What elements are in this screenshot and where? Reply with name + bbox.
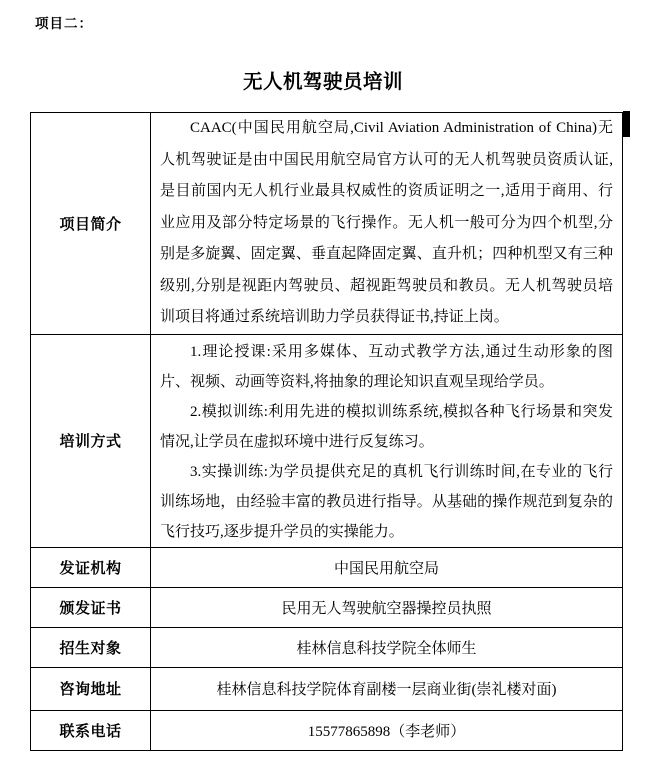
issuing-authority-value: 中国民用航空局 [151, 547, 623, 587]
table-row-issuing-authority [31, 547, 623, 587]
training-method-cell [151, 334, 623, 547]
enrollment-target-value: 桂林信息科技学院全体师生 [151, 627, 623, 667]
row-label-certificate: 颁发证书 [31, 587, 151, 627]
row-label-training-method: 培训方式 [31, 334, 151, 547]
table-row-consult-address [31, 667, 623, 710]
project-intro-cell [151, 113, 623, 335]
table-row-certificate [31, 587, 623, 627]
table-row-enrollment-target [31, 627, 623, 667]
project-intro-text: CAAC(中国民用航空局,Civil Aviation Administration of China)无人机驾驶证是由中国民用航空局官方认可的无人机驾驶员资质认证,是目前国内无人机行业最具权威性的资质证明之一,适用于商用、行业应用及部分特定场景的飞行操作。无人机一般可分为四个机型,分别是多旋翼、固定翼、垂直起降固定翼、直升机；四种机型又有三种级别,分别是视距内驾驶员、超视距驾驶员和教员。无人机驾驶员培训项目将通过系统培训助力学员获得证书,持证上岗。 [160, 120, 613, 325]
row-label-consult-address: 咨询地址 [31, 667, 151, 710]
table-row-project-intro [31, 113, 623, 335]
project-label: 项目二： [35, 16, 93, 31]
row-label-project-intro: 项目简介 [31, 113, 151, 335]
contact-phone-value: 15577865898（李老师） [151, 710, 623, 750]
certificate-value: 民用无人驾驶航空器操控员执照 [151, 587, 623, 627]
row-label-enrollment-target: 招生对象 [31, 627, 151, 667]
training-table [30, 112, 623, 751]
training-method-item-1: 1.理论授课:采用多媒体、互动式教学方法,通过生动形象的图片、视频、动画等资料,将抽象的理论知识直观呈现给学员。 [160, 343, 613, 390]
row-label-issuing-authority: 发证机构 [31, 547, 151, 587]
page-title: 无人机驾驶员培训 [242, 71, 403, 93]
row-label-contact-phone: 联系电话 [31, 710, 151, 750]
consult-address-value: 桂林信息科技学院体育副楼一层商业街(崇礼楼对面) [151, 667, 623, 710]
cursor-artifact [623, 111, 630, 137]
table-row-contact-phone [31, 710, 623, 750]
training-method-item-2: 2.模拟训练:利用先进的模拟训练系统,模拟各种飞行场景和突发情况,让学员在虚拟环境中进行反复练习。 [160, 403, 613, 450]
table-row-training-method [31, 334, 623, 547]
training-method-item-3: 3.实操训练:为学员提供充足的真机飞行训练时间,在专业的飞行训练场地，由经验丰富的教员进行指导。从基础的操作规范到复杂的飞行技巧,逐步提升学员的实操能力。 [160, 463, 613, 540]
